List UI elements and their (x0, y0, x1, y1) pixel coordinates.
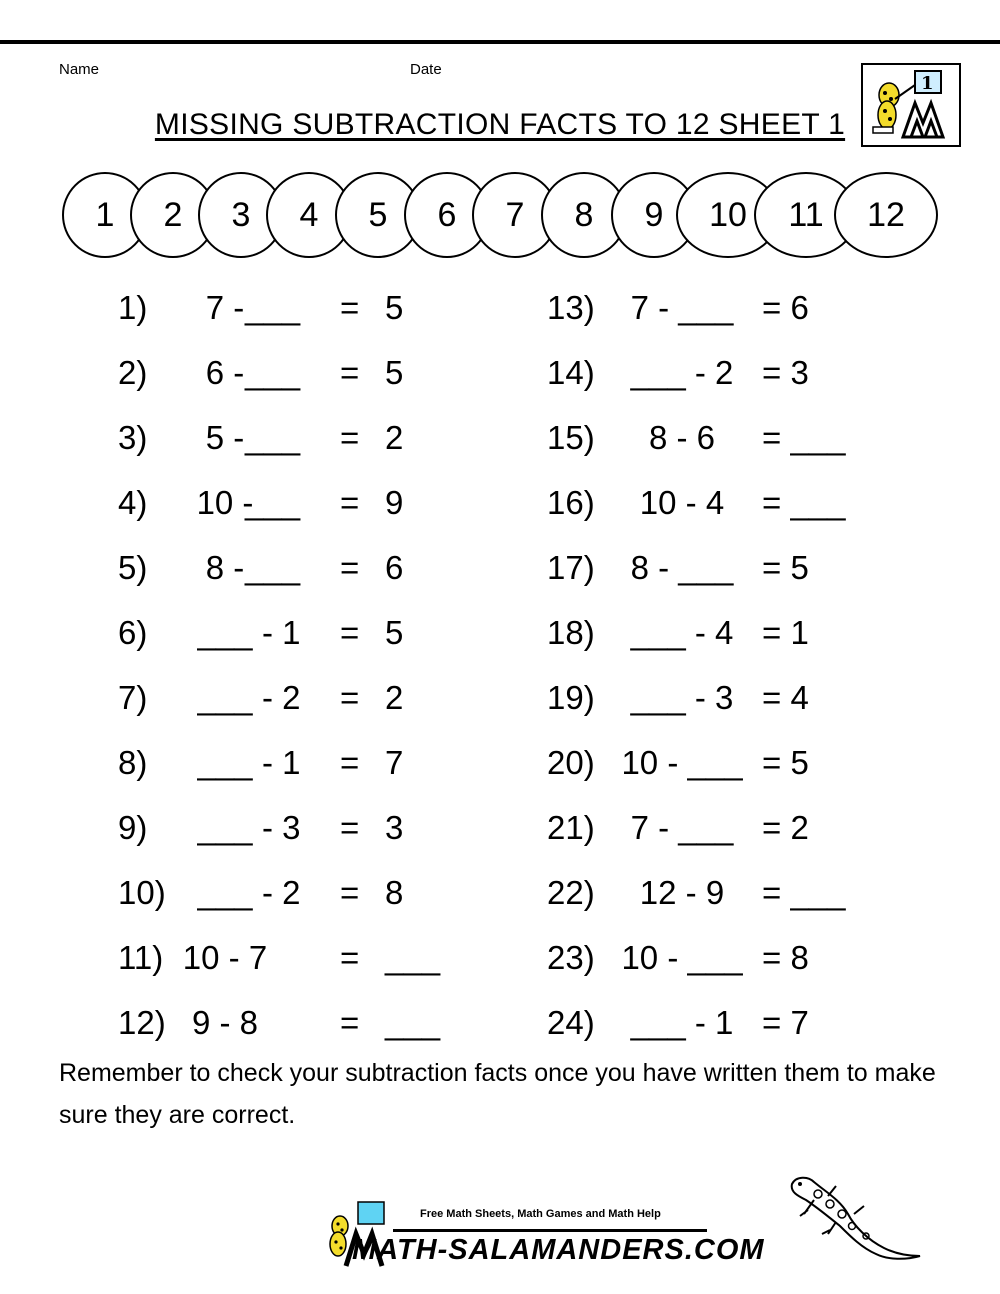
footer-site-name: MATH-SALAMANDERS.COM (352, 1234, 765, 1266)
problem-answer: = 8 (762, 939, 809, 976)
salamander-teacher-icon (863, 65, 959, 145)
grade-logo (861, 63, 961, 147)
problem-number: 23) (547, 939, 595, 976)
problem-blank[interactable]: ___ (245, 549, 301, 586)
problem-operand-a: 5 - (205, 419, 245, 456)
problem-expression: 8 - 6 (648, 419, 716, 456)
problem-operand-a: 9 - 8 (191, 1004, 259, 1041)
problem-result: 5 (385, 289, 404, 326)
problem-blank[interactable]: ___ (245, 354, 301, 391)
problem-answer: = 5 (762, 549, 809, 586)
problem-number: 21) (547, 809, 595, 846)
problem-result: 5 (385, 614, 404, 651)
problem-number: 22) (547, 874, 595, 911)
problem-blank[interactable]: ___ (245, 289, 301, 326)
problem-operand-a: 8 - (205, 549, 245, 586)
top-rule (0, 40, 1000, 44)
number-circle-9: 9 (611, 172, 697, 258)
problem-operand-a[interactable]: ___ (197, 679, 253, 716)
problem-operator-b: - 1 (262, 744, 301, 781)
number-circle-12: 12 (834, 172, 938, 258)
problem-answer: = 3 (762, 354, 809, 391)
problem-operand-a[interactable]: ___ (197, 809, 253, 846)
problem-operand-a[interactable]: ___ (197, 874, 253, 911)
problem-blank (245, 938, 325, 978)
problem-result: 5 (385, 354, 404, 391)
problem-number: 3) (118, 419, 148, 456)
footer-rule (393, 1229, 707, 1232)
number-circle-3: 3 (198, 172, 284, 258)
problem-operator-b: - 2 (262, 679, 301, 716)
problem-result: 9 (385, 484, 404, 521)
equals-sign: = (340, 419, 360, 456)
equals-sign: = (340, 679, 360, 716)
grade-badge: 1 (921, 73, 934, 94)
problem-answer: = 1 (762, 614, 809, 651)
problem-result[interactable]: ___ (385, 1004, 441, 1041)
problem-answer: = 4 (762, 679, 809, 716)
problem-expression: 7 - ___ (630, 289, 734, 326)
problem-expression: 10 - ___ (621, 744, 743, 781)
number-line (0, 172, 1000, 262)
problem-number: 4) (118, 484, 148, 521)
problem-expression: 8 - ___ (630, 549, 734, 586)
problem-answer: = ___ (762, 419, 846, 456)
problem-answer: = ___ (762, 874, 846, 911)
problem-expression: 12 - 9 (639, 874, 725, 911)
instruction-note: Remember to check your subtraction facts once you have written them to make sure they are correct. (59, 1059, 936, 1129)
problem-operand-a[interactable]: ___ (197, 614, 253, 651)
problem-number: 11) (118, 939, 164, 976)
problem-result: 6 (385, 549, 404, 586)
problem-number: 5) (118, 549, 148, 586)
number-circle-11: 11 (754, 172, 858, 258)
problem-number: 19) (547, 679, 595, 716)
problem-number: 1) (118, 289, 148, 326)
equals-sign: = (340, 289, 360, 326)
number-circle-2: 2 (130, 172, 216, 258)
problem-blank[interactable]: ___ (245, 419, 301, 456)
problem-number: 9) (118, 809, 148, 846)
problem-expression: 7 - ___ (630, 809, 734, 846)
equals-sign: = (340, 1004, 360, 1041)
equals-sign: = (340, 549, 360, 586)
problem-result: 3 (385, 809, 404, 846)
number-circle-8: 8 (541, 172, 627, 258)
equals-sign: = (340, 939, 360, 976)
number-circle-6: 6 (404, 172, 490, 258)
problem-expression: ___ - 3 (630, 679, 734, 716)
number-circle-7: 7 (472, 172, 558, 258)
problem-operator-b: - 2 (262, 874, 301, 911)
problem-number: 6) (118, 614, 148, 651)
equals-sign: = (340, 809, 360, 846)
problem-expression: ___ - 4 (630, 614, 734, 651)
number-circle-5: 5 (335, 172, 421, 258)
problem-operand-a: 10 - (196, 484, 254, 521)
problem-answer: = 2 (762, 809, 809, 846)
salamander-drawing-icon (784, 1170, 924, 1270)
problem-operator-b: - 3 (262, 809, 301, 846)
equals-sign: = (340, 484, 360, 521)
page-title: MISSING SUBTRACTION FACTS TO 12 SHEET 1 (154, 108, 846, 141)
problem-result[interactable]: ___ (385, 939, 441, 976)
problem-number: 16) (547, 484, 595, 521)
problem-number: 17) (547, 549, 595, 586)
problem-expression: 10 - ___ (621, 939, 743, 976)
problem-blank (245, 873, 325, 913)
problem-answer: = 7 (762, 1004, 809, 1041)
problem-number: 20) (547, 744, 595, 781)
equals-sign: = (340, 614, 360, 651)
problem-blank (245, 1003, 325, 1043)
problem-number: 18) (547, 614, 595, 651)
problem-number: 15) (547, 419, 595, 456)
problem-number: 2) (118, 354, 148, 391)
problem-operator-b: - 1 (262, 614, 301, 651)
problem-answer: = 6 (762, 289, 809, 326)
problem-number: 8) (118, 744, 148, 781)
problem-expression: ___ - 1 (630, 1004, 734, 1041)
problem-blank[interactable]: ___ (245, 484, 301, 521)
number-circle-1: 1 (62, 172, 148, 258)
problem-number: 13) (547, 289, 595, 326)
problem-blank (245, 808, 325, 848)
name-label: Name (59, 61, 100, 78)
problem-number: 12) (118, 1004, 166, 1041)
problem-operand-a[interactable]: ___ (197, 744, 253, 781)
problem-result: 2 (385, 419, 404, 456)
problem-result: 2 (385, 679, 404, 716)
number-circle-10: 10 (676, 172, 780, 258)
problem-blank (245, 613, 325, 653)
equals-sign: = (340, 874, 360, 911)
problem-expression: ___ - 2 (630, 354, 734, 391)
equals-sign: = (340, 354, 360, 391)
problem-blank (245, 743, 325, 783)
problem-blank (245, 678, 325, 718)
problem-operand-a: 6 - (205, 354, 245, 391)
problem-number: 24) (547, 1004, 595, 1041)
date-label: Date (410, 61, 442, 78)
number-circle-4: 4 (266, 172, 352, 258)
problem-result: 8 (385, 874, 404, 911)
problem-answer: = ___ (762, 484, 846, 521)
problem-number: 7) (118, 679, 148, 716)
problem-expression: 10 - 4 (639, 484, 725, 521)
problem-operand-a: 7 - (205, 289, 245, 326)
footer-tagline: Free Math Sheets, Math Games and Math Help (420, 1208, 661, 1220)
problem-number: 10) (118, 874, 166, 911)
problem-answer: = 5 (762, 744, 809, 781)
problem-operand-a: 10 - 7 (182, 939, 268, 976)
problem-result: 7 (385, 744, 404, 781)
problem-number: 14) (547, 354, 595, 391)
equals-sign: = (340, 744, 360, 781)
